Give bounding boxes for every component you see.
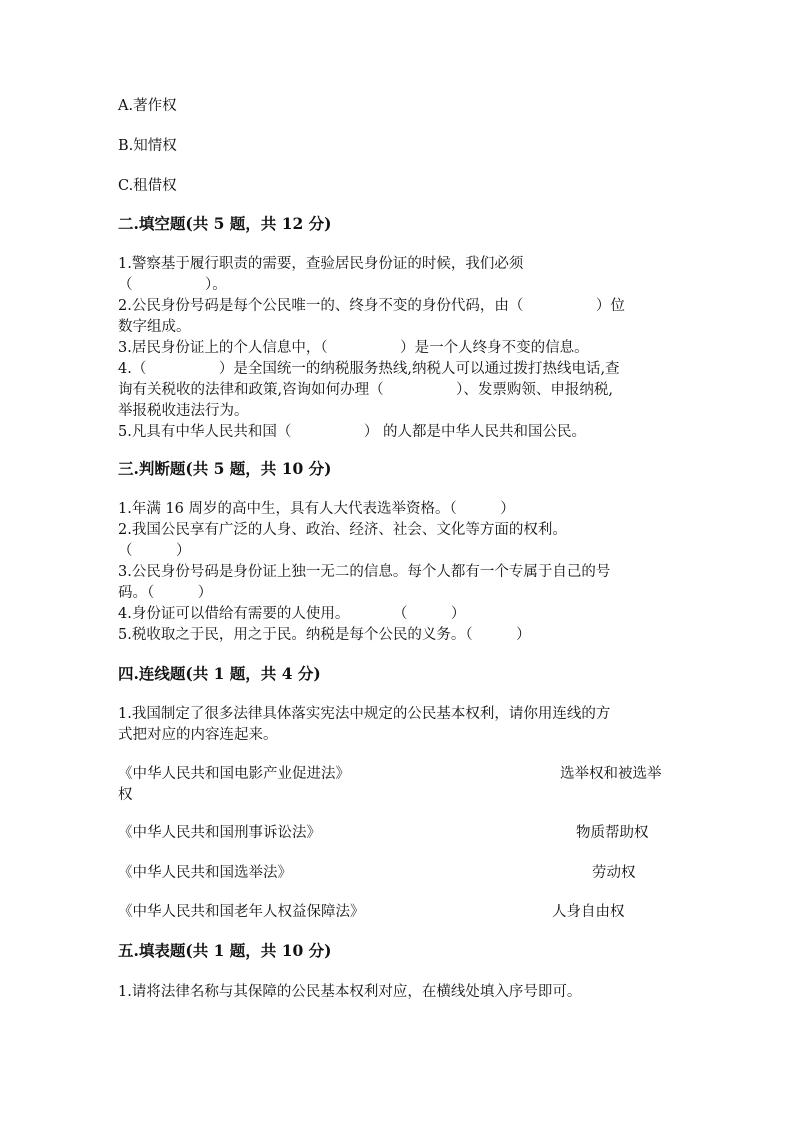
section-heading-matching: 四.连线题(共 1 题，共 4 分) — [118, 664, 321, 683]
option-a: A.著作权 — [118, 98, 177, 114]
question-line: （ ） — [118, 543, 191, 559]
option-b: B.知情权 — [118, 138, 177, 154]
section-heading-fill-table: 五.填表题(共 1 题，共 10 分) — [118, 941, 332, 960]
question-line: 1.我国制定了很多法律具体落实宪法中规定的公民基本权利，请你用连线的方 — [118, 706, 611, 722]
section-heading-true-false: 三.判断题(共 5 题，共 10 分) — [118, 459, 332, 478]
question-line: 询有关税收的法律和政策,咨询如何办理（ ）、发票购领、申报纳税, — [118, 382, 613, 398]
law-item: 《中华人民共和国刑事诉讼法》 — [118, 825, 321, 841]
question-line: 5.凡具有中华人民共和国（ ） 的人都是中华人民共和国公民。 — [118, 424, 586, 440]
right-item-wrap: 权 — [118, 787, 133, 803]
question-line: 3.居民身份证上的个人信息中，（ ）是一个人终身不变的信息。 — [118, 340, 589, 356]
right-item: 物质帮助权 — [576, 825, 649, 841]
question-line: 2.我国公民享有广泛的人身、政治、经济、社会、文化等方面的权利。 — [118, 522, 567, 538]
question-line: 1.警察基于履行职责的需要，查验居民身份证的时候，我们必须 — [118, 256, 524, 272]
question-line: （ ）。 — [118, 277, 227, 293]
law-item: 《中华人民共和国老年人权益保障法》 — [118, 904, 365, 920]
right-item: 人身自由权 — [552, 904, 625, 920]
question-line: 1.请将法律名称与其保障的公民基本权利对应，在横线处填入序号即可。 — [118, 984, 582, 1000]
question-line: 4.身份证可以借给有需要的人使用。 （ ） — [118, 606, 466, 622]
question-line: 5.税收取之于民，用之于民。纳税是每个公民的义务。（ ） — [118, 627, 531, 643]
question-line: 2.公民身份号码是每个公民唯一的、终身不变的身份代码，由（ ）位 — [118, 298, 625, 314]
question-line: 4.（ ）是全国统一的纳税服务热线,纳税人可以通过拨打热线电话,查 — [118, 361, 620, 377]
right-item: 劳动权 — [592, 865, 636, 881]
option-c: C.租借权 — [118, 178, 177, 194]
question-line: 数字组成。 — [118, 319, 191, 335]
right-item: 选举权和被选举 — [560, 766, 662, 782]
question-line: 1.年满 16 周岁的高中生，具有人大代表选举资格。（ ） — [118, 501, 515, 517]
question-line: 举报税收违法行为。 — [118, 403, 249, 419]
question-line: 码。（ ） — [118, 585, 213, 601]
law-item: 《中华人民共和国电影产业促进法》 — [118, 766, 350, 782]
question-line: 3.公民身份号码是身份证上独一无二的信息。每个人都有一个专属于自己的号 — [118, 564, 611, 580]
law-item: 《中华人民共和国选举法》 — [118, 865, 292, 881]
section-heading-fill-blank: 二.填空题(共 5 题，共 12 分) — [118, 214, 332, 233]
question-line: 式把对应的内容连起来。 — [118, 727, 278, 743]
